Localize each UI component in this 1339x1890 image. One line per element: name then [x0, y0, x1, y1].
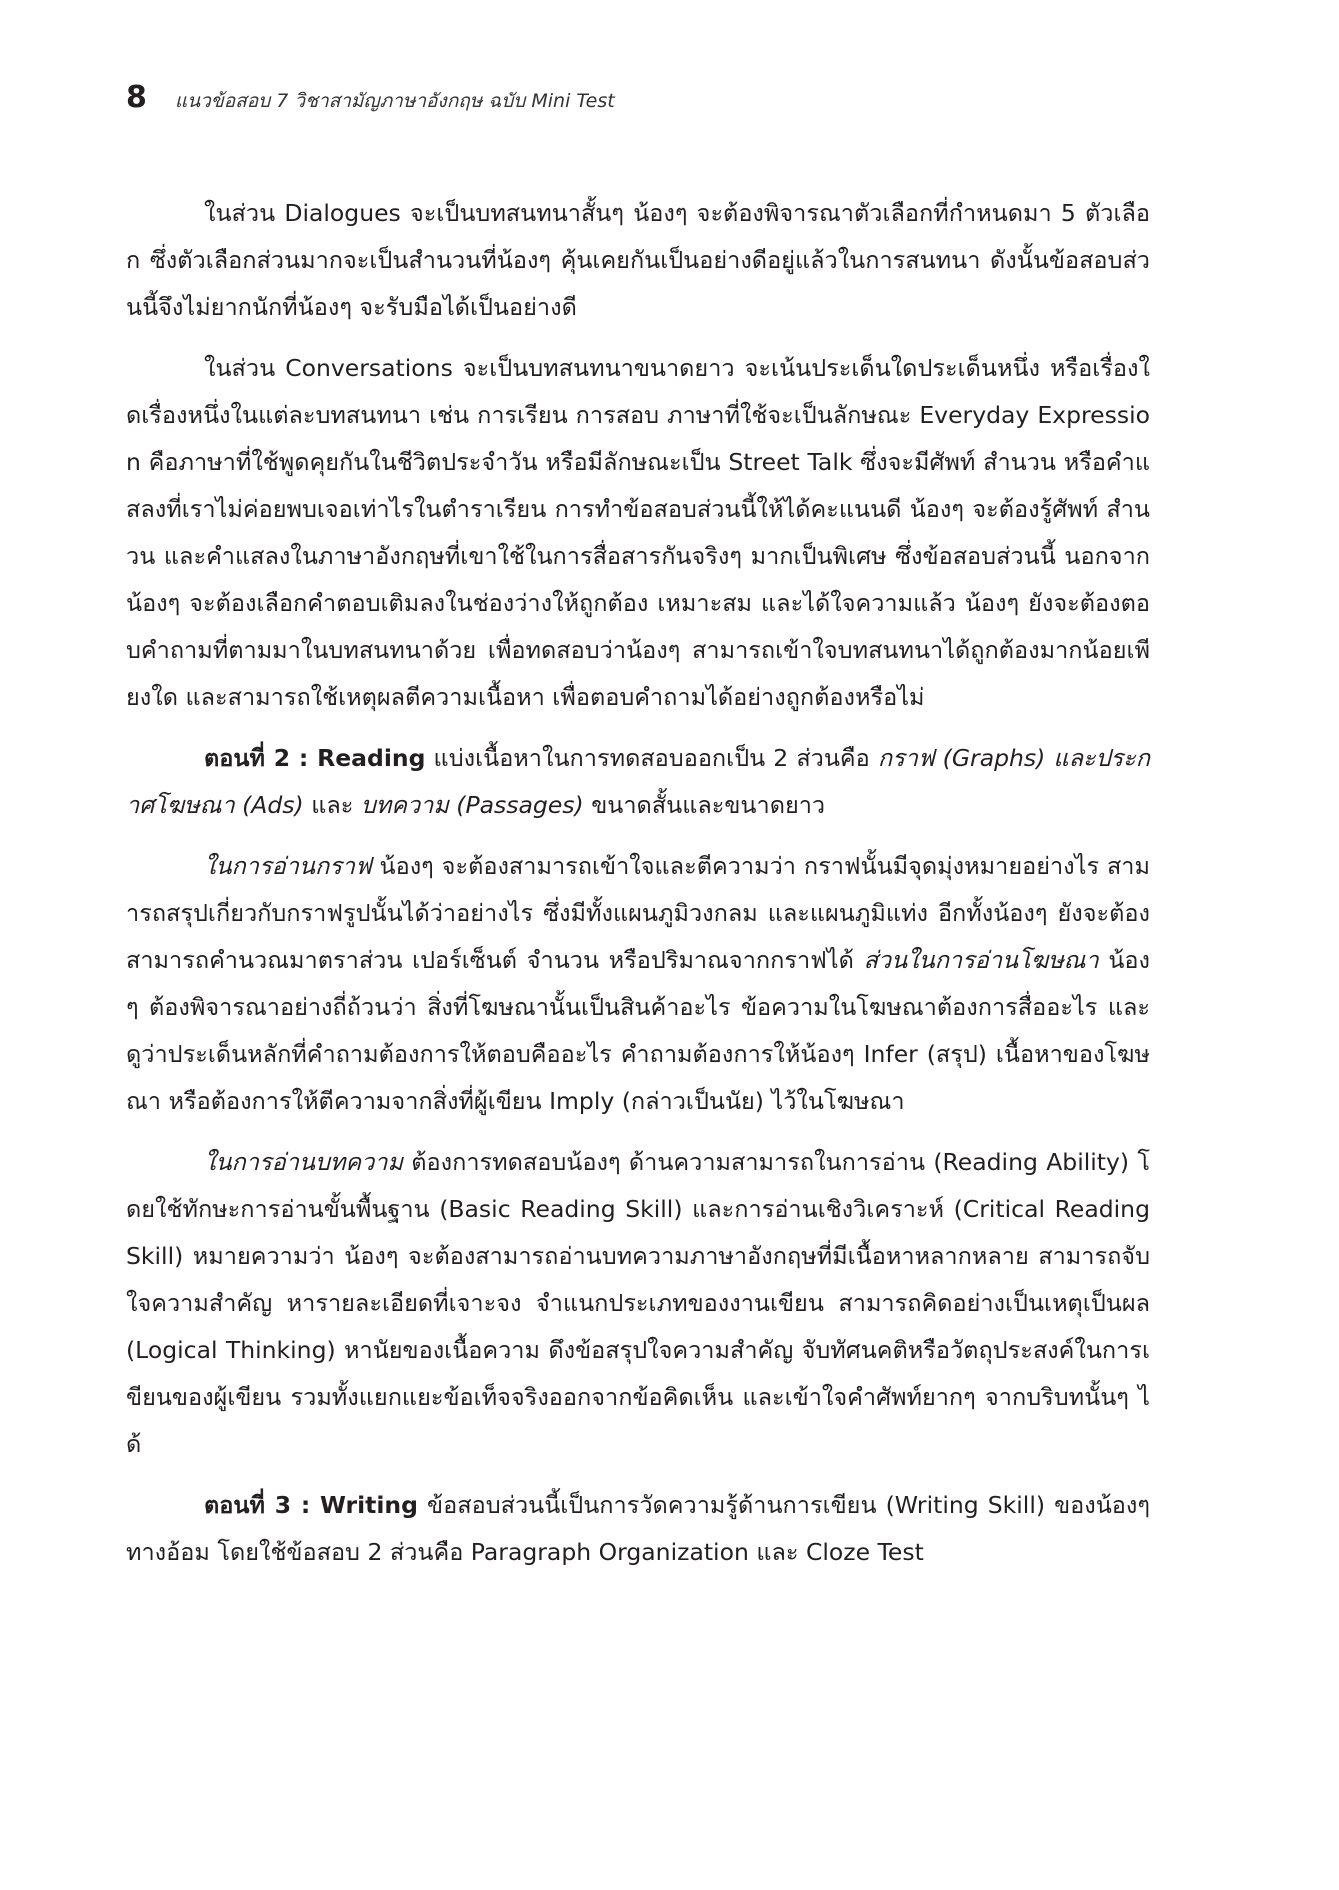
paragraph-text: ต้องการทดสอบน้องๆ ด้านความสามารถในการอ่าน (Reading Ability) โดยใช้ทักษะการอ่านขั้นพื้นฐาน (Basic Reading Skill) และการอ่านเชิงวิเคราะห์ (Critical Reading Skill) หมายความว่า น้องๆ จะต้องสามารถอ่านบทความภาษาอังกฤษที่มีเนื้อหาหลากหลาย สามารถจับใจความสำคัญ หารายละเอียดที่เจาะจง จำแนกประเภทของงานเขียน สามารถคิดอย่างเป็นเหตุเป็นผล (Logical Thinking) หานัยของเนื้อความ ดึงข้อสรุปใจความสำคัญ จับทัศนคติหรือวัตถุประสงค์ในการเขียนของผู้เขียน รวมทั้งแยกแยะข้อเท็จจริงออกจากข้อคิดเห็น และเข้าใจคำศัพท์ยากๆ จากบริบทนั้นๆ ได้ [126, 1148, 1150, 1458]
paragraph-conversations: ในส่วน Conversations จะเป็นบทสนทนาขนาดยาว จะเน้นประเด็นใดประเด็นหนึ่ง หรือเรื่องใดเรื่องหนึ่งในแต่ละบทสนทนา เช่น การเรียน การสอบ ภาษาที่ใช้จะเป็นลักษณะ Everyday Expression คือภาษาที่ใช้พูดคุยกันในชีวิตประจำวัน หรือมีลักษณะเป็น Street Talk ซึ่งจะมีศัพท์ สำนวน หรือคำแสลงที่เราไม่ค่อยพบเจอเท่าไรในตำราเรียน การทำข้อสอบส่วนนี้ให้ได้คะแนนดี น้องๆ จะต้องรู้ศัพท์ สำนวน และคำแสลงในภาษาอังกฤษที่เขาใช้ในการสื่อสารกันจริงๆ มากเป็นพิเศษ ซึ่งข้อสอบส่วนนี้ นอกจากน้องๆ จะต้องเลือกคำตอบเติมลงในช่องว่างให้ถูกต้อง เหมาะสม และได้ใจความแล้ว น้องๆ ยังจะต้องตอบคำถามที่ตามมาในบทสนทนาด้วย เพื่อทดสอบว่าน้องๆ สามารถเข้าใจบทสนทนาได้ถูกต้องมากน้อยเพียงใด และสามารถใช้เหตุผลตีความเนื้อหา เพื่อตอบคำถามได้อย่างถูกต้องหรือไม่ [126, 354, 1150, 711]
italic-term: ในการอ่านกราฟ [204, 852, 372, 880]
paragraph-text: น้องๆ ต้องพิจารณาอย่างถี่ถ้วนว่า สิ่งที่โฆษณานั้นเป็นสินค้าอะไร ข้อความในโฆษณาต้องการสื่ออะไร และดูว่าประเด็นหลักที่คำถามต้องการให้ตอบคืออะไร คำถามต้องการให้น้องๆ Infer (สรุป) เนื้อหาของโฆษณา หรือต้องการให้ตีความจากสิ่งที่ผู้เขียน Imply (กล่าวเป็นนัย) ไว้ในโฆษณา [126, 946, 1150, 1115]
page-number: 8 [126, 80, 147, 115]
page-header [126, 80, 615, 120]
paragraph-text: น้องๆ จะต้องสามารถเข้าใจและตีความว่า กราฟนั้นมีจุดมุ่งหมายอย่างไร สามารถสรุปเกี่ยวกับกราฟรูปนั้นได้ว่าอย่างไร ซึ่งมีทั้งแผนภูมิวงกลม และแผนภูมิแท่ง อีกทั้งน้องๆ ยังจะต้องสามารถคำนวณมาตราส่วน เปอร์เซ็นต์ จำนวน หรือปริมาณจากกราฟได้ [126, 852, 1150, 974]
section-heading-writing: ตอนที่ 3 : Writing [204, 1491, 418, 1519]
paragraph-graphs-ads [126, 843, 1150, 1125]
paragraph-text: และ [303, 791, 361, 819]
paragraph-passages [126, 1139, 1150, 1468]
italic-term: กราฟ (Graphs) และประกาศโฆษณา (Ads) [126, 744, 1150, 819]
running-title: แนวข้อสอบ 7 วิชาสามัญภาษาอังกฤษ ฉบับ Mini Test [174, 90, 615, 112]
paragraph-text: แบ่งเนื้อหาในการทดสอบออกเป็น 2 ส่วนคือ [425, 744, 878, 772]
italic-term: ในการอ่านบทความ [204, 1148, 403, 1176]
document-body [126, 190, 1150, 1590]
italic-term: บทความ (Passages) [360, 791, 584, 819]
section-heading-reading: ตอนที่ 2 : Reading [204, 744, 426, 772]
paragraph-dialogues: ในส่วน Dialogues จะเป็นบทสนทนาสั้นๆ น้องๆ จะต้องพิจารณาตัวเลือกที่กำหนดมา 5 ตัวเลือก ซึ่งตัวเลือกส่วนมากจะเป็นสำนวนที่น้องๆ คุ้นเคยกันเป็นอย่างดีอยู่แล้วในการสนทนา ดังนั้นข้อสอบส่วนนี้จึงไม่ยากนักที่น้องๆ จะรับมือได้เป็นอย่างดี [126, 199, 1150, 321]
paragraph-text: ข้อสอบส่วนนี้เป็นการวัดความรู้ด้านการเขียน (Writing Skill) ของน้องๆ ทางอ้อม โดยใช้ข้อสอบ 2 ส่วนคือ Paragraph Organization และ Cloze Test [126, 1491, 1150, 1566]
paragraph-writing [126, 1482, 1150, 1576]
italic-term: ส่วนในการอ่านโฆษณา [863, 946, 1099, 974]
paragraph-text: ขนาดสั้นและขนาดยาว [583, 791, 826, 819]
paragraph-reading-intro [126, 735, 1150, 829]
